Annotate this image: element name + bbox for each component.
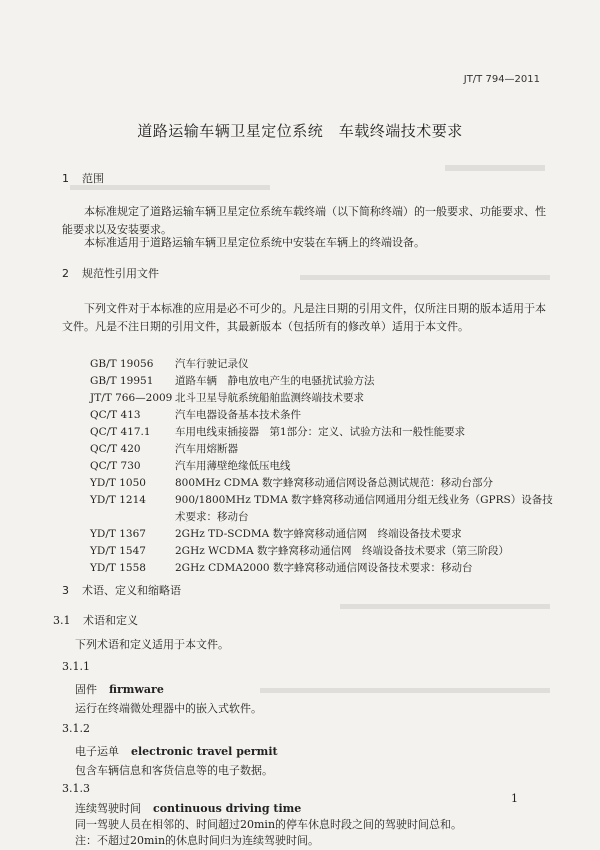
reference-title: 汽车电器设备基本技术条件 <box>175 409 301 421</box>
section-number: 1 <box>62 172 69 185</box>
term-number: 3.1.1 <box>62 660 90 673</box>
reference-row <box>90 424 560 441</box>
term-definition: 同一驾驶人员在相邻的、时间超过20min的停车休息时段之间的驾驶时间总和。 <box>75 818 463 831</box>
section-title: 规范性引用文件 <box>82 267 159 280</box>
reference-row <box>90 458 560 475</box>
reference-title: 900/1800MHz TDMA 数字蜂窝移动通信网通用分组无线业务（GPRS）设备技术要求：移动台 <box>175 494 553 523</box>
term-number: 3.1.2 <box>62 722 90 735</box>
reference-row <box>90 492 560 526</box>
document-title: 道路运输车辆卫星定位系统 车载终端技术要求 <box>137 122 463 140</box>
reference-row <box>90 543 560 560</box>
page-number: 1 <box>511 792 518 805</box>
section-2-heading <box>62 265 159 281</box>
reference-code: YD/T 1558 <box>90 562 146 574</box>
subsection-title: 术语和定义 <box>83 614 138 627</box>
reference-row <box>90 526 560 543</box>
reference-title: 道路车辆 静电放电产生的电骚扰试验方法 <box>175 375 375 387</box>
bleed-through-mark <box>340 604 550 609</box>
reference-code: GB/T 19056 <box>90 358 154 370</box>
reference-title: 2GHz TD-SCDMA 数字蜂窝移动通信网 终端设备技术要求 <box>175 528 462 540</box>
reference-title: 2GHz WCDMA 数字蜂窝移动通信网 终端设备技术要求（第三阶段） <box>175 545 510 557</box>
reference-list <box>90 356 560 577</box>
term-chinese: 固件 <box>75 683 97 696</box>
reference-code: YD/T 1367 <box>90 528 146 540</box>
term-definition: 包含车辆信息和客货信息等的电子数据。 <box>75 764 273 777</box>
reference-row <box>90 475 560 492</box>
reference-code: YD/T 1050 <box>90 477 146 489</box>
reference-row <box>90 407 560 424</box>
reference-row <box>90 356 560 373</box>
term-chinese: 连续驾驶时间 <box>75 802 141 815</box>
term-heading <box>75 681 164 697</box>
reference-code: JT/T 766—2009 <box>90 392 173 404</box>
reference-title: 800MHz CDMA 数字蜂窝移动通信网设备总测试规范：移动台部分 <box>175 477 493 489</box>
term-english: electronic travel permit <box>131 745 278 758</box>
reference-code: QC/T 420 <box>90 443 141 455</box>
section-1-heading <box>62 170 104 186</box>
section-title: 术语、定义和缩略语 <box>82 584 181 597</box>
standard-code: JT/T 794—2011 <box>463 74 540 85</box>
scope-paragraph-1: 本标准规定了道路运输车辆卫星定位系统车载终端（以下简称终端）的一般要求、功能要求、性能要求以及安装要求。 <box>62 205 546 236</box>
bleed-through-mark <box>445 165 545 171</box>
bleed-through-mark <box>300 275 550 280</box>
reference-code: GB/T 19951 <box>90 375 154 387</box>
term-note: 注：不超过20min的休息时间归为连续驾驶时间。 <box>75 834 320 847</box>
subsection-3-1-heading <box>53 612 138 628</box>
scope-paragraph-2: 本标准适用于道路运输车辆卫星定位系统中安装在车辆上的终端设备。 <box>84 236 425 249</box>
reference-row <box>90 441 560 458</box>
term-number: 3.1.3 <box>62 782 90 795</box>
section-number: 2 <box>62 267 69 280</box>
section-title: 范围 <box>82 172 104 185</box>
section-number: 3 <box>62 584 69 597</box>
section-3-heading <box>62 582 181 598</box>
term-english: firmware <box>109 683 164 696</box>
reference-code: QC/T 413 <box>90 409 141 421</box>
subsection-number: 3.1 <box>53 614 71 627</box>
reference-title: 车用电线束插接器 第1部分：定义、试验方法和一般性能要求 <box>175 426 466 438</box>
reference-code: QC/T 730 <box>90 460 141 472</box>
reference-code: YD/T 1214 <box>90 494 146 506</box>
term-definition: 运行在终端微处理器中的嵌入式软件。 <box>75 702 262 715</box>
reference-code: YD/T 1547 <box>90 545 146 557</box>
reference-row <box>90 390 560 407</box>
reference-title: 汽车用薄壁绝缘低压电线 <box>175 460 291 472</box>
reference-row <box>90 373 560 390</box>
reference-title: 北斗卫星导航系统船舶监测终端技术要求 <box>175 392 364 404</box>
term-english: continuous driving time <box>153 802 302 815</box>
bleed-through-mark <box>260 688 550 693</box>
term-heading <box>75 743 278 759</box>
reference-title: 汽车行驶记录仪 <box>175 358 249 370</box>
normative-references-intro: 下列文件对于本标准的应用是必不可少的。凡是注日期的引用文件，仅所注日期的版本适用于本文件。凡是不注日期的引用文件，其最新版本（包括所有的修改单）适用于本文件。 <box>62 302 546 333</box>
term-chinese: 电子运单 <box>75 745 119 758</box>
reference-row <box>90 560 560 577</box>
terms-intro: 下列术语和定义适用于本文件。 <box>75 638 229 651</box>
reference-title: 2GHz CDMA2000 数字蜂窝移动通信网设备技术要求：移动台 <box>175 562 473 574</box>
term-heading <box>75 800 301 816</box>
reference-title: 汽车用熔断器 <box>175 443 238 455</box>
reference-code: QC/T 417.1 <box>90 426 151 438</box>
